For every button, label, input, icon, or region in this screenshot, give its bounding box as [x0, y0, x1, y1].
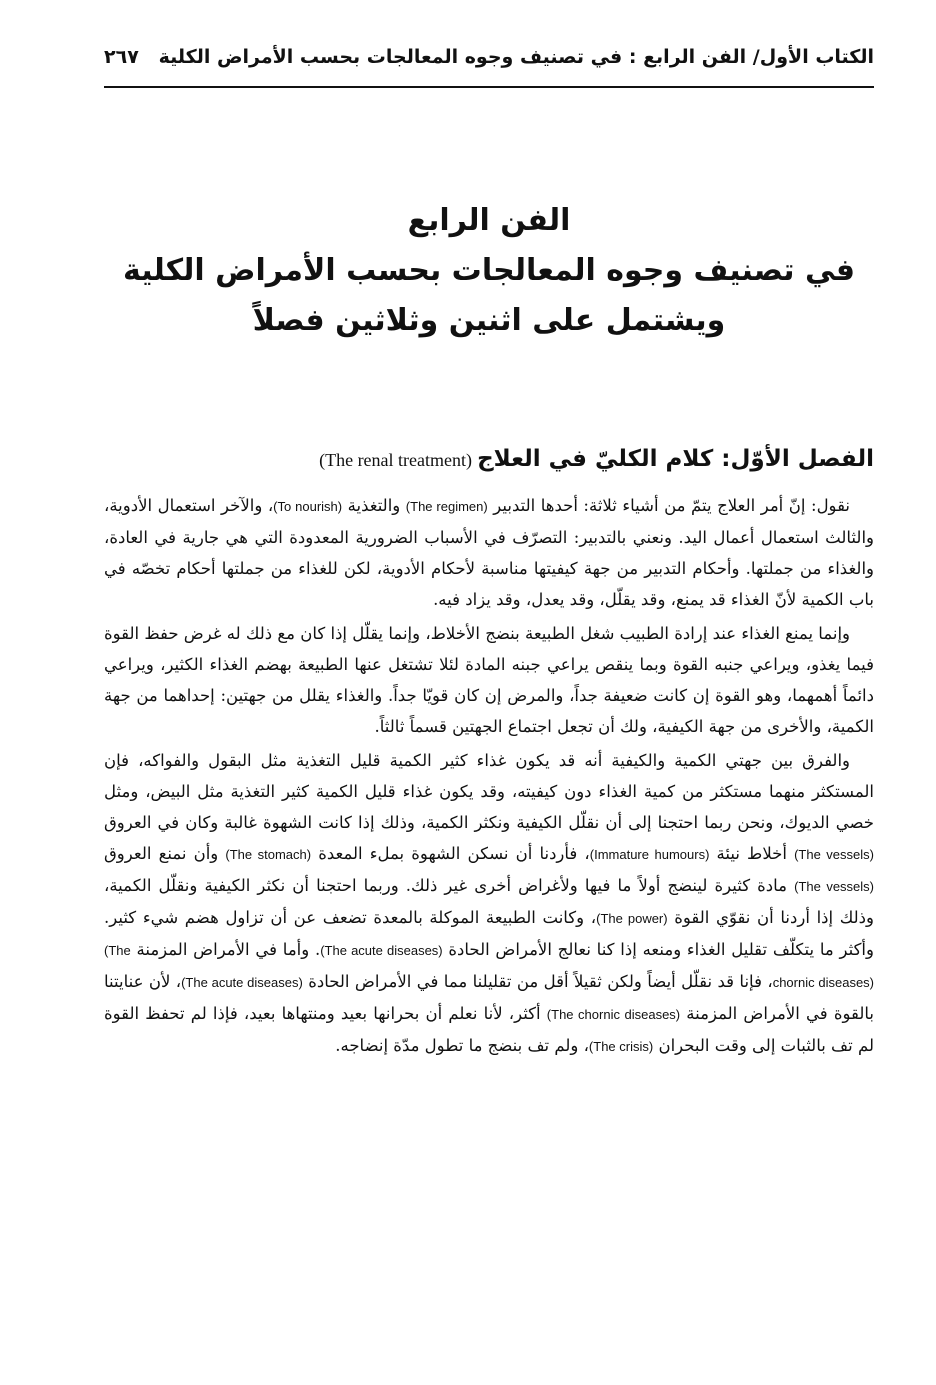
- paragraph-text: أخلاط نيئة: [709, 844, 795, 863]
- english-term: (The chornic diseases): [546, 1007, 681, 1022]
- paragraph-text: ، ولم تف بنضج ما تطول مدّة إنضاجه.: [335, 1036, 589, 1055]
- english-term: (The vessels): [794, 847, 874, 862]
- paragraph-text: . وأما في الأمراض المزمنة: [130, 940, 321, 959]
- paragraph-text: ، فأردنا أن نسكن الشهوة بملء المعدة: [311, 844, 590, 863]
- paragraph-text: ، فإنا قد نقلّل أيضاً ولكن ثقيلاً أقل من تقليلنا مما في الأمراض الحادة: [302, 972, 773, 991]
- english-term: (The regimen): [405, 499, 488, 514]
- paragraph-text: أكثر، لأنا نعلم أن بحرانها بعيد ومنتهاها بعيد، فإذا لم تحفظ القوة لم تف بالثبات إلى وقت البحران: [104, 1004, 874, 1055]
- english-term: (Immature humours): [589, 847, 710, 862]
- body-text: [104, 490, 874, 1065]
- paragraph-text: وإنما يمنع الغذاء عند إرادة الطبيب شغل الطبيعة بنضج الأخلاط، وإنما يقلّل إذا كان مع ذلك له غرض حفظ القوة فيما يغذو، ويراعي جنبه القوة وبما ينقص يراعي جبنه المادة لئلا تشتغل عنها الطبيعة بهضم الغذاء الكثير، ويراعي دائماً أهمهما، وهو القوة إن كانت ضعيفة جداً، والمرض إن كان قويّا جداً. والغذاء يقلل من جهتين: إحداهما من جهة الكمية، والأخرى من جهة الكيفية، ولك أن تجعل اجتماع الجهتين قسماً ثالثاً.: [103, 624, 874, 736]
- part-title: [104, 196, 874, 346]
- english-term: (The vessels): [794, 879, 874, 894]
- paragraph-text: والفرق بين جهتي الكمية والكيفية أنه قد يكون غذاء كثير الكمية قليل التغذية مثل البقول والفواكه، فإن المستكثر منهما مستكثر من كمية الغذاء دون كيفيته، وقد يكون غذاء قليل الكمية كثير التغذية مثل البيض، ومثل خصي الديوك، ونحن ربما احتجنا إلى أن نقلّل الكيفية ونكثر الكمية، وذلك إذا كانت الشهوة غالبة وكان في العروق: [104, 751, 874, 832]
- body-paragraph: [104, 745, 874, 1062]
- paragraph-text: ، والآخر استعمال الأدوية، والثالث استعمال أعمال اليد. ونعني بالتدبير: التصرّف في الأسباب الضرورية المعدودة التي هي جارية في العادة، والغذاء من جملتها. وأحكام التدبير من جهة كيفيتها مناسبة لأحكام الأدوية، لكن للغذاء من جملتها أحكام تخصّه في باب الكمية لأنّ الغذاء قد يمنع، وقد يقلّل، وقد يعدل، وقد يزاد فيه.: [104, 496, 874, 609]
- english-term: (The power): [596, 911, 668, 926]
- chapter-heading: [104, 446, 874, 472]
- chapter-heading-english: (The renal treatment): [319, 450, 473, 470]
- part-title-line-2: في تصنيف وجوه المعالجات بحسب الأمراض الكلية: [123, 253, 855, 288]
- page-number: ٢٦٧: [104, 46, 139, 68]
- paragraph-text: ، وكانت الطبيعة الموكلة بالمعدة تضعف عن أن تزاول هضم شيء كثير. وأكثر ما يتكلّف تقليل الغذاء ومنعه إذا كنا نعالج الأمراض الحادة: [104, 908, 874, 959]
- body-paragraph: [104, 618, 874, 742]
- header-divider: [104, 86, 874, 88]
- running-title: الكتاب الأول/ الفن الرابع : في تصنيف وجوه المعالجات بحسب الأمراض الكلية: [158, 46, 874, 68]
- paragraph-text: نقول: إنّ أمر العلاج يتمّ من أشياء ثلاثة: أحدها التدبير: [487, 496, 851, 515]
- paragraph-text: مادة كثيرة لينضج أولاً ما فيها ولأغراض أخرى غير ذلك. وربما احتجنا أن نكثر الكيفية ونقلّل الكمية، وذلك إذا أردنا أن نقوّي القوة: [104, 876, 874, 927]
- english-term: (To nourish): [273, 499, 343, 514]
- body-paragraph: [104, 490, 874, 615]
- english-term: (The chornic diseases): [104, 943, 874, 990]
- english-term: (The stomach): [225, 847, 312, 862]
- paragraph-text: وأن نمنع العروق: [104, 844, 226, 863]
- english-term: (The crisis): [588, 1039, 654, 1054]
- english-term: (The acute diseases): [181, 975, 303, 990]
- chapter-heading-arabic: الفصل الأوّل: كلام الكليّ في العلاج: [477, 446, 874, 472]
- part-title-line-1: الفن الرابع: [407, 203, 571, 238]
- part-title-line-3: ويشتمل على اثنين وثلاثين فصلاً: [252, 303, 726, 338]
- english-term: (The acute diseases): [320, 943, 443, 958]
- paragraph-text: والتغذية: [342, 496, 406, 515]
- paragraph-text: ، لأن عنايتنا بالقوة في الأمراض المزمنة: [104, 972, 874, 1023]
- running-header: [104, 38, 874, 76]
